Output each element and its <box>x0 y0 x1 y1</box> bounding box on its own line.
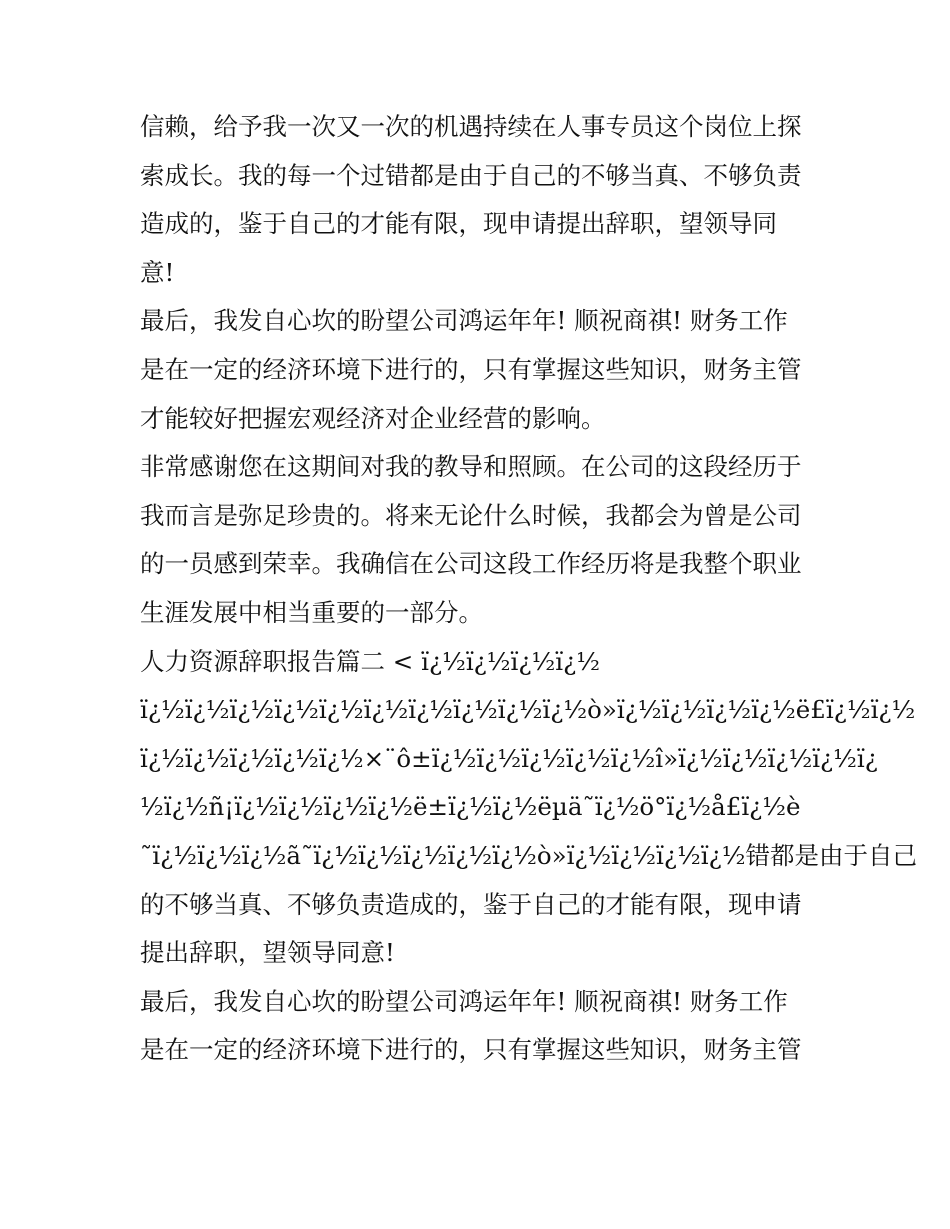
text-line: 最后，我发自心坎的盼望公司鸿运年年! 顺祝商祺! 财务工作 <box>140 306 788 336</box>
text-line: 非常感谢您在这期间对我的教导和照顾。在公司的这段经历于 <box>140 452 802 482</box>
text-line: 是在一定的经济环境下进行的，只有掌握这些知识，财务主管 <box>140 1035 802 1065</box>
text-line: 索成长。我的每一个过错都是由于自己的不够当真、不够负责 <box>140 160 802 190</box>
text-line: 生涯发展中相当重要的一部分。 <box>140 597 483 627</box>
text-line: 我而言是弥足珍贵的。将来无论什么时候，我都会为曾是公司 <box>140 500 802 530</box>
text-line: 才能较好把握宏观经济对企业经营的影响。 <box>140 403 606 433</box>
text-line: 提出辞职，望领导同意! <box>140 938 395 968</box>
section-heading: 人力资源辞职报告篇二 < ï¿½ï¿½ï¿½ï¿½ <box>140 646 600 676</box>
text-line: 的一员感到荣幸。我确信在公司这段工作经历将是我整个职业 <box>140 549 802 579</box>
text-line: 是在一定的经济环境下进行的，只有掌握这些知识，财务主管 <box>140 354 802 384</box>
text-line: 意! <box>140 257 175 287</box>
garbled-text-line: ï¿½ï¿½ï¿½ï¿½ï¿½×¨ô±ï¿½ï¿½ï¿½ï¿½ï¿½î»ï¿½ï¿½ï¿½ï¿½ï¿ <box>140 743 878 773</box>
garbled-text-line: ï¿½ï¿½ï¿½ï¿½ï¿½ï¿½ï¿½ï¿½ï¿½ï¿½ò»ï¿½ï¿½ï¿½ï¿½ë£ï¿½ï¿½ <box>140 695 916 725</box>
garbled-text-line: ½ï¿½ñ¡ï¿½ï¿½ï¿½ï¿½ë±ï¿½ï¿½ëµä˜ï¿½ö°ï¿½å£ï¿½è <box>140 792 801 822</box>
text-line: 信赖，给予我一次又一次的机遇持续在人事专员这个岗位上探 <box>140 112 802 141</box>
text-line: 的不够当真、不够负责造成的，鉴于自己的才能有限，现申请 <box>140 889 802 919</box>
text-line: 造成的，鉴于自己的才能有限，现申请提出辞职，望领导同 <box>140 209 777 239</box>
text-line: 最后，我发自心坎的盼望公司鸿运年年! 顺祝商祺! 财务工作 <box>140 986 788 1016</box>
body-text <box>140 103 917 1075</box>
garbled-text-line: ˜ï¿½ï¿½ï¿½ã˜ï¿½ï¿½ï¿½ï¿½ï¿½ò»ï¿½ï¿½ï¿½ï¿½错都是由于自己 <box>140 840 917 870</box>
